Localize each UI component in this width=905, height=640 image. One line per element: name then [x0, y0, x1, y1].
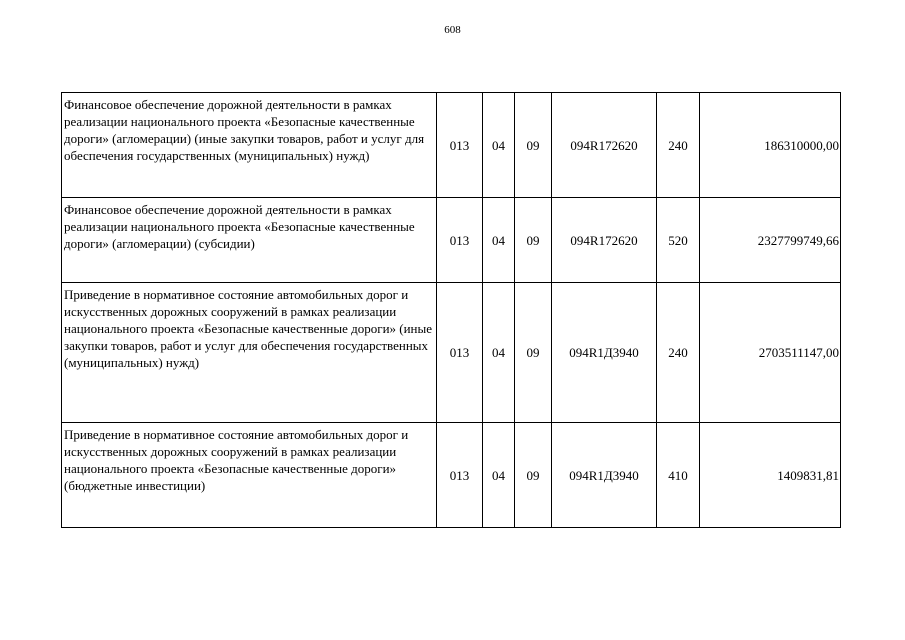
subsection-code: 09: [515, 93, 552, 198]
amount-value: 2327799749,66: [700, 198, 841, 283]
section-code: 04: [483, 283, 515, 423]
expense-type-code: 240: [657, 283, 700, 423]
row-description: Приведение в нормативное состояние автомобильных дорог и искусственных дорожных сооружений в рамках реализации национального проекта «Безопасные качественные дороги» (иные закупки товаров, работ и услуг для обеспечения государственных (муниципальных) нужд): [62, 283, 437, 423]
row-description: Финансовое обеспечение дорожной деятельности в рамках реализации национального проекта «Безопасные качественные дороги» (агломерации) (субсидии): [62, 198, 437, 283]
target-article-code: 094R1Д3940: [552, 423, 657, 528]
expense-type-code: 520: [657, 198, 700, 283]
target-article-code: 094R172620: [552, 93, 657, 198]
table-row: [62, 423, 841, 528]
row-description: Приведение в нормативное состояние автомобильных дорог и искусственных дорожных сооружений в рамках реализации национального проекта «Безопасные качественные дороги» (бюджетные инвестиции): [62, 423, 437, 528]
row-description: Финансовое обеспечение дорожной деятельности в рамках реализации национального проекта «Безопасные качественные дороги» (агломерации) (иные закупки товаров, работ и услуг для обеспечения государственных (муниципальных) нужд): [62, 93, 437, 198]
subsection-code: 09: [515, 423, 552, 528]
expense-type-code: 240: [657, 93, 700, 198]
target-article-code: 094R172620: [552, 198, 657, 283]
budget-table: [61, 92, 841, 528]
subsection-code: 09: [515, 198, 552, 283]
amount-value: 1409831,81: [700, 423, 841, 528]
amount-value: 2703511147,00: [700, 283, 841, 423]
expense-type-code: 410: [657, 423, 700, 528]
target-article-code: 094R1Д3940: [552, 283, 657, 423]
table-row: [62, 93, 841, 198]
ministry-code: 013: [437, 423, 483, 528]
section-code: 04: [483, 198, 515, 283]
amount-value: 186310000,00: [700, 93, 841, 198]
ministry-code: 013: [437, 283, 483, 423]
section-code: 04: [483, 423, 515, 528]
table-row: [62, 283, 841, 423]
ministry-code: 013: [437, 198, 483, 283]
page-number: 608: [444, 24, 461, 36]
subsection-code: 09: [515, 283, 552, 423]
ministry-code: 013: [437, 93, 483, 198]
table-row: [62, 198, 841, 283]
section-code: 04: [483, 93, 515, 198]
